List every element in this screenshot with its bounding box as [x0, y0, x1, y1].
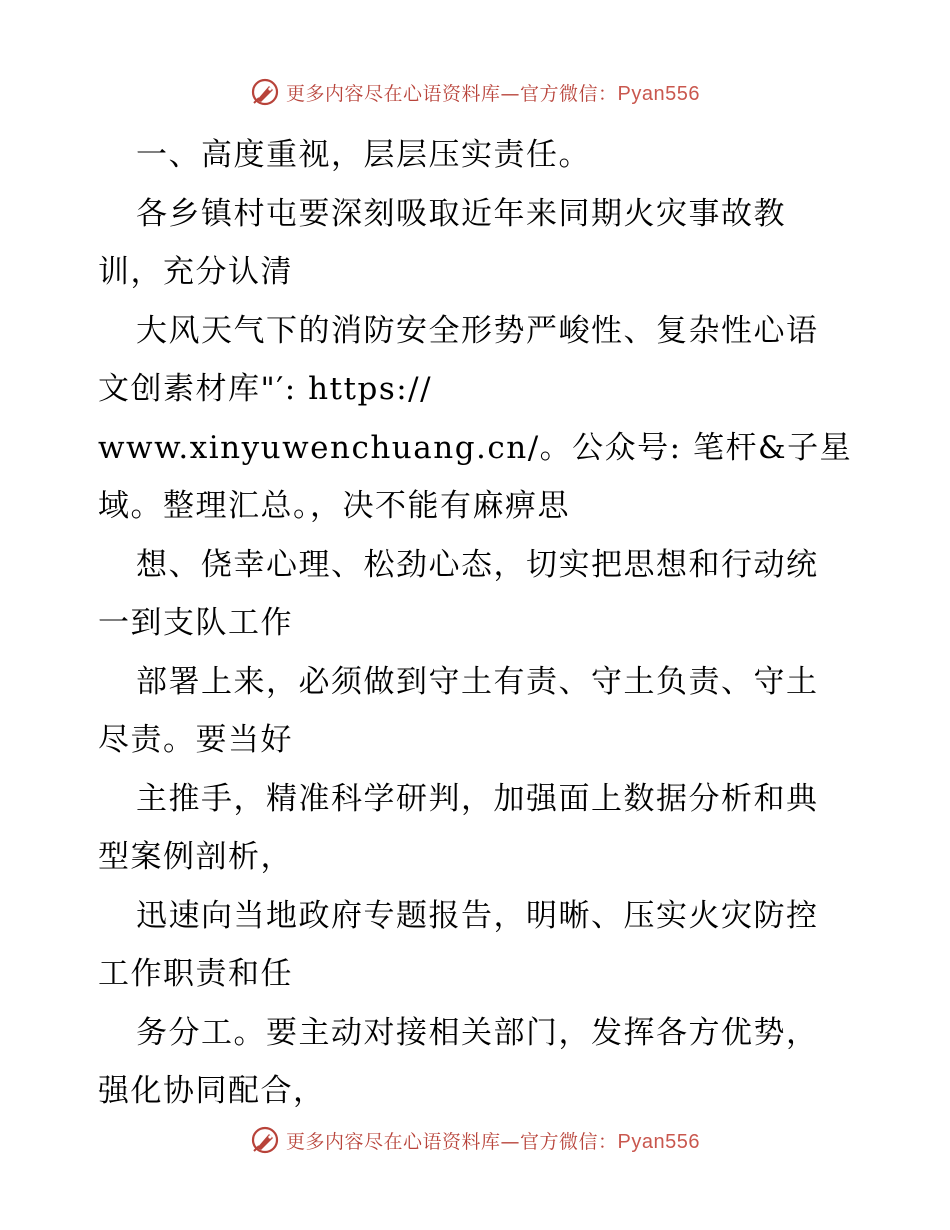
text-line: 部署上来，必须做到守土有责、守土负责、守土: [136, 663, 819, 700]
text-line: 强化协同配合，: [98, 1073, 326, 1109]
text-line: 一、高度重视，层层压实责任。: [136, 137, 591, 173]
text-line: 型案例剖析，: [98, 839, 293, 875]
text-line: 域。整理汇总。，决不能有麻痹思: [98, 488, 570, 524]
text-line: 尽责。要当好: [98, 722, 293, 758]
pen-nib-logo-icon: [250, 77, 280, 107]
text-line: 工作职责和任: [98, 956, 293, 992]
text-line: www.xinyuwenchuang.cn/。公众号: 笔杆&子星: [98, 429, 853, 466]
footer-watermark: [0, 1120, 950, 1160]
text-line: 各乡镇村屯要深刻吸取近年来同期火灾事故教: [136, 195, 786, 232]
text-line: 务分工。要主动对接相关部门，发挥各方优势，: [136, 1014, 819, 1051]
text-line: 想、侥幸心理、松劲心态，切实把思想和行动统: [136, 546, 819, 583]
text-line: 大风天气下的消防安全形势严峻性、复杂性心语: [136, 312, 819, 349]
watermark-text: 更多内容尽在心语资料库—官方微信：Pyan556: [286, 82, 700, 105]
watermark-text: 更多内容尽在心语资料库—官方微信：Pyan556: [286, 1130, 700, 1153]
text-line: 迅速向当地政府专题报告，明晰、压实火灾防控: [136, 897, 819, 934]
document-body: [98, 126, 888, 1121]
text-line: 主推手，精准科学研判，加强面上数据分析和典: [136, 780, 819, 817]
text-line: 训，充分认清: [98, 254, 293, 290]
text-line: 文创素材库"′: https://: [98, 371, 433, 407]
header-watermark: [0, 72, 950, 112]
pen-nib-logo-icon: [250, 1125, 280, 1155]
text-line: 一到支队工作: [98, 605, 293, 641]
